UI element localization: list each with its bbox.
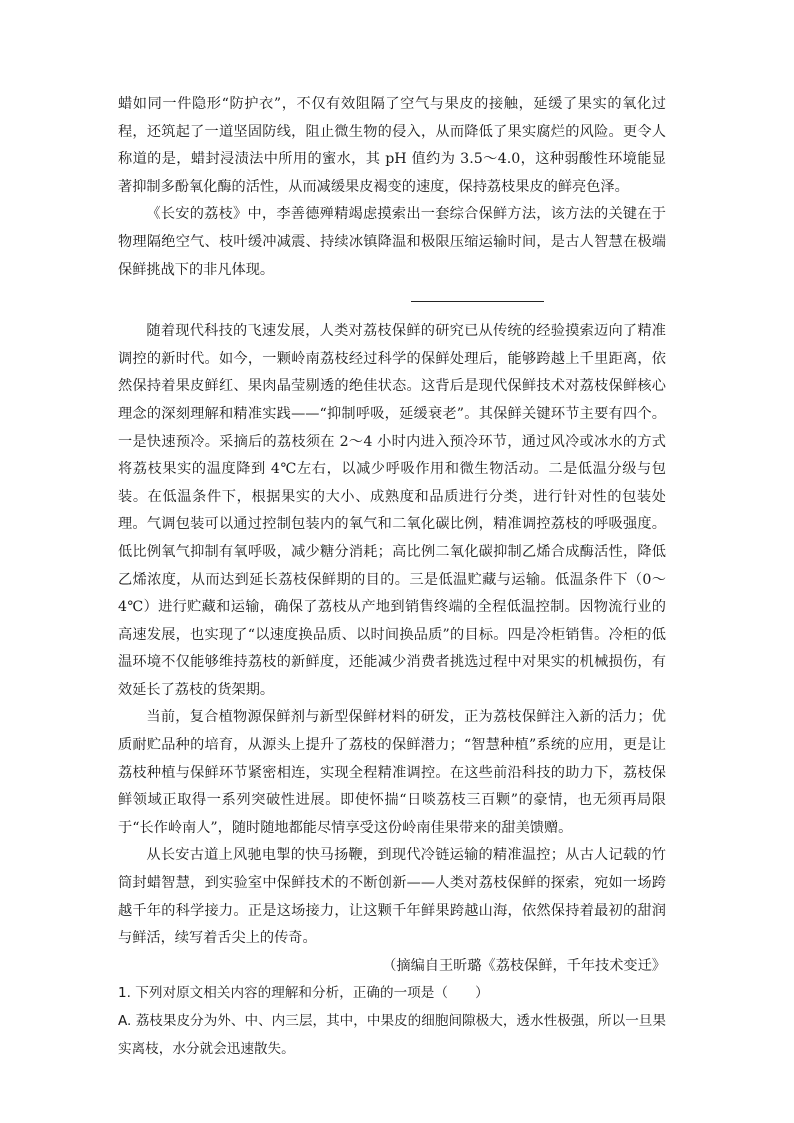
divider-line: [411, 301, 544, 302]
section-divider: [118, 284, 666, 318]
paragraph-current-research: 当前，复合植物源保鲜剂与新型保鲜材料的研发，正为荔枝保鲜注入新的活力；优质耐贮品种的培育，从源头上提升了荔枝的保鲜潜力；“智慧种植”系统的应用，更是让荔枝种植与保鲜环节紧密相连，实现全程精准调控。在这些前沿科技的助力下，荔枝保鲜领域正取得一系列突破性进展。即使怀揣“日啖荔枝三百颗”的豪情，也无须再局限于“长作岭南人”，随时随地都能尽情享受这份岭南佳果带来的甜美馈赠。: [118, 709, 666, 836]
paragraph-conclusion: 从长安古道上风驰电掣的快马扬鞭，到现代冷链运输的精准温控；从古人记载的竹筒封蜡智慧，到实验室中保鲜技术的不断创新——人类对荔枝保鲜的探索，宛如一场跨越千年的科学接力。正是这场接力，让这颗千年鲜果跨越山海，依然保持着最初的甜润与鲜活，续写着舌尖上的传奇。: [118, 847, 666, 947]
question-1: 1. 下列对原文相关内容的理解和分析，正确的一项是（ ）: [118, 985, 489, 1002]
source-citation: （摘编自王昕璐《荔枝保鲜，千年技术变迁》: [382, 957, 666, 974]
paragraph-wax-protection: 蜡如同一件隐形“防护衣”，不仅有效阻隔了空气与果皮的接触，延缓了果实的氧化过程，还筑起了一道坚固防线，阻止微生物的侵入，从而降低了果实腐烂的风险。更令人称道的是，蜡封浸渍法中所用的蜜水，其 pH 值约为 3.5～4.0，这种弱酸性环境能显著抑制多酚氧化酶的活性，从而减缓果皮褐变的速度，保持荔枝果皮的鲜亮色泽。: [118, 96, 666, 195]
question-1-option-a: A. 荔枝果皮分为外、中、内三层，其中，中果皮的细胞间隙极大，透水性极强，所以一旦果实离枝，水分就会迅速散失。: [118, 1013, 666, 1057]
paragraph-changan-lychee: 《长安的荔枝》中，李善德殚精竭虑摸索出一套综合保鲜方法，该方法的关键在于物理隔绝空气、枝叶缓冲减震、持续冰镇降温和极限压缩运输时间，是古人智慧在极端保鲜挑战下的非凡体现。: [118, 206, 666, 278]
document-page: [118, 91, 666, 1063]
paragraph-modern-preservation: 随着现代科技的飞速发展，人类对荔枝保鲜的研究已从传统的经验摸索迈向了精准调控的新时代。如今，一颗岭南荔枝经过科学的保鲜处理后，能够跨越上千里距离，依然保持着果皮鲜红、果肉晶莹剔透的绝佳状态。这背后是现代保鲜技术对荔枝保鲜核心理念的深刻理解和精准实践——“抑制呼吸，延缓衰老”。其保鲜关键环节主要有四个。一是快速预冷。采摘后的荔枝须在 2～4 小时内进入预冷环节，通过风冷或冰水的方式将荔枝果实的温度降到 4℃左右，以减少呼吸作用和微生物活动。二是低温分级与包装。在低温条件下，根据果实的大小、成熟度和品质进行分类，进行针对性的包装处理。气调包装可以通过控制包装内的氧气和二氧化碳比例，精准调控荔枝的呼吸强度。低比例氧气抑制有氧呼吸，减少糖分消耗；高比例二氧化碳抑制乙烯合成酶活性，降低乙烯浓度，从而达到延长荔枝保鲜期的目的。三是低温贮藏与运输。低温条件下（0～4℃）进行贮藏和运输，确保了荔枝从产地到销售终端的全程低温控制。因物流行业的高速发展，也实现了“以速度换品质、以时间换品质”的目标。四是冷柜销售。冷柜的低温环境不仅能够维持荔枝的新鲜度，还能减少消费者挑选过程中对果实的机械损伤，有效延长了荔枝的货架期。: [118, 323, 666, 698]
